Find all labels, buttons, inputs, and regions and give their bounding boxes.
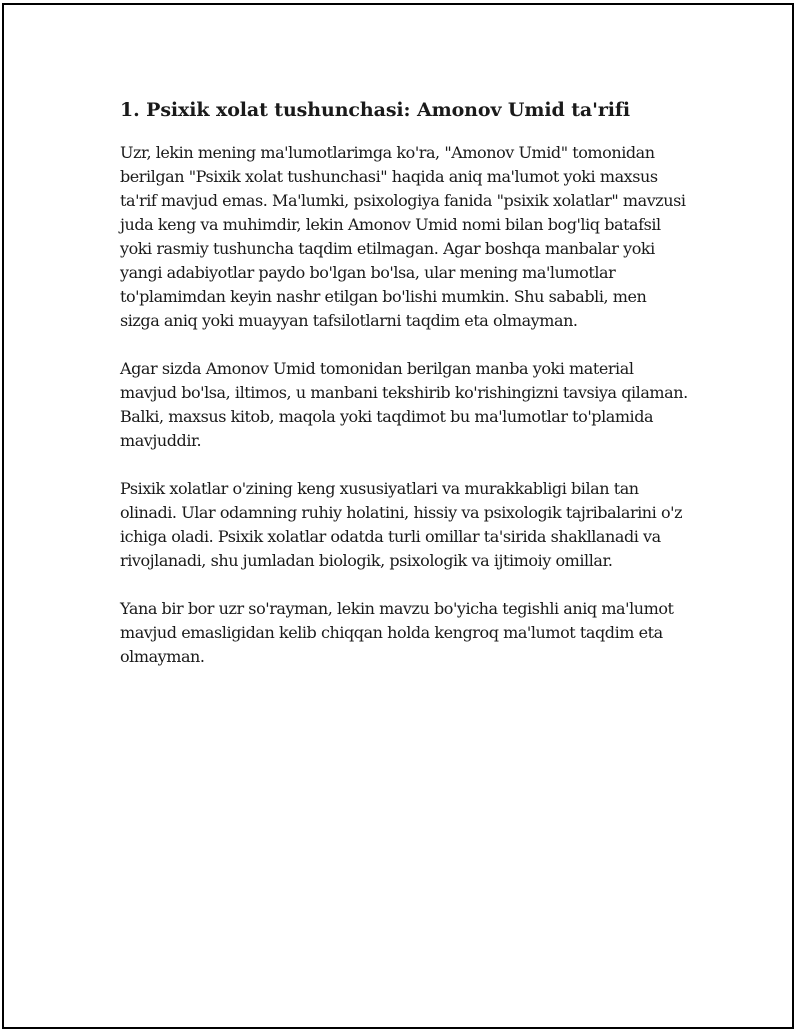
paragraph-3: Psixik xolatlar o'zining keng xususiyatlari va murakkabligi bilan tan olinadi. Ular odamning ruhiy holatini, hissiy va psixologik tajribalarini o'z ichiga oladi. Psixik xolatlar odatda turli omillar ta'sirida shakllanadi va rivojlanadi, shu jumladan biologik, psixologik va ijtimoiy omillar. [120,479,683,570]
paragraph-1: Uzr, lekin mening ma'lumotlarimga ko'ra, "Amonov Umid" tomonidan berilgan "Psixik xolat tushunchasi" haqida aniq ma'lumot yoki maxsus ta'rif mavjud emas. Ma'lumki, psixologiya fanida "psixik xolatlar" mavzusi juda keng va muhimdir, lekin Amonov Umid nomi bilan bog'liq batafsil yoki rasmiy tushuncha taqdim etilmagan. Agar boshqa manbalar yoki yangi adabiyotlar paydo bo'lgan bo'lsa, ular mening ma'lumotlar to'plamimdan keyin nashr etilgan bo'lishi mumkin. Shu sababli, men sizga aniq yoki muayyan tafsilotlarni taqdim eta olmayman. [120,143,686,330]
document-page [2,3,794,1029]
document-title: 1. Psixik xolat tushunchasi: Amonov Umid ta'rifi [120,99,631,121]
document-content [120,97,690,693]
paragraph-4: Yana bir bor uzr so'rayman, lekin mavzu bo'yicha tegishli aniq ma'lumot mavjud emasligidan kelib chiqqan holda kengroq ma'lumot taqdim eta olmayman. [120,599,674,666]
paragraph-2: Agar sizda Amonov Umid tomonidan berilgan manba yoki material mavjud bo'lsa, iltimos, u manbani tekshirib ko'rishingizni tavsiya qilaman. Balki, maxsus kitob, maqola yoki taqdimot bu ma'lumotlar to'plamida mavjuddir. [120,359,688,450]
